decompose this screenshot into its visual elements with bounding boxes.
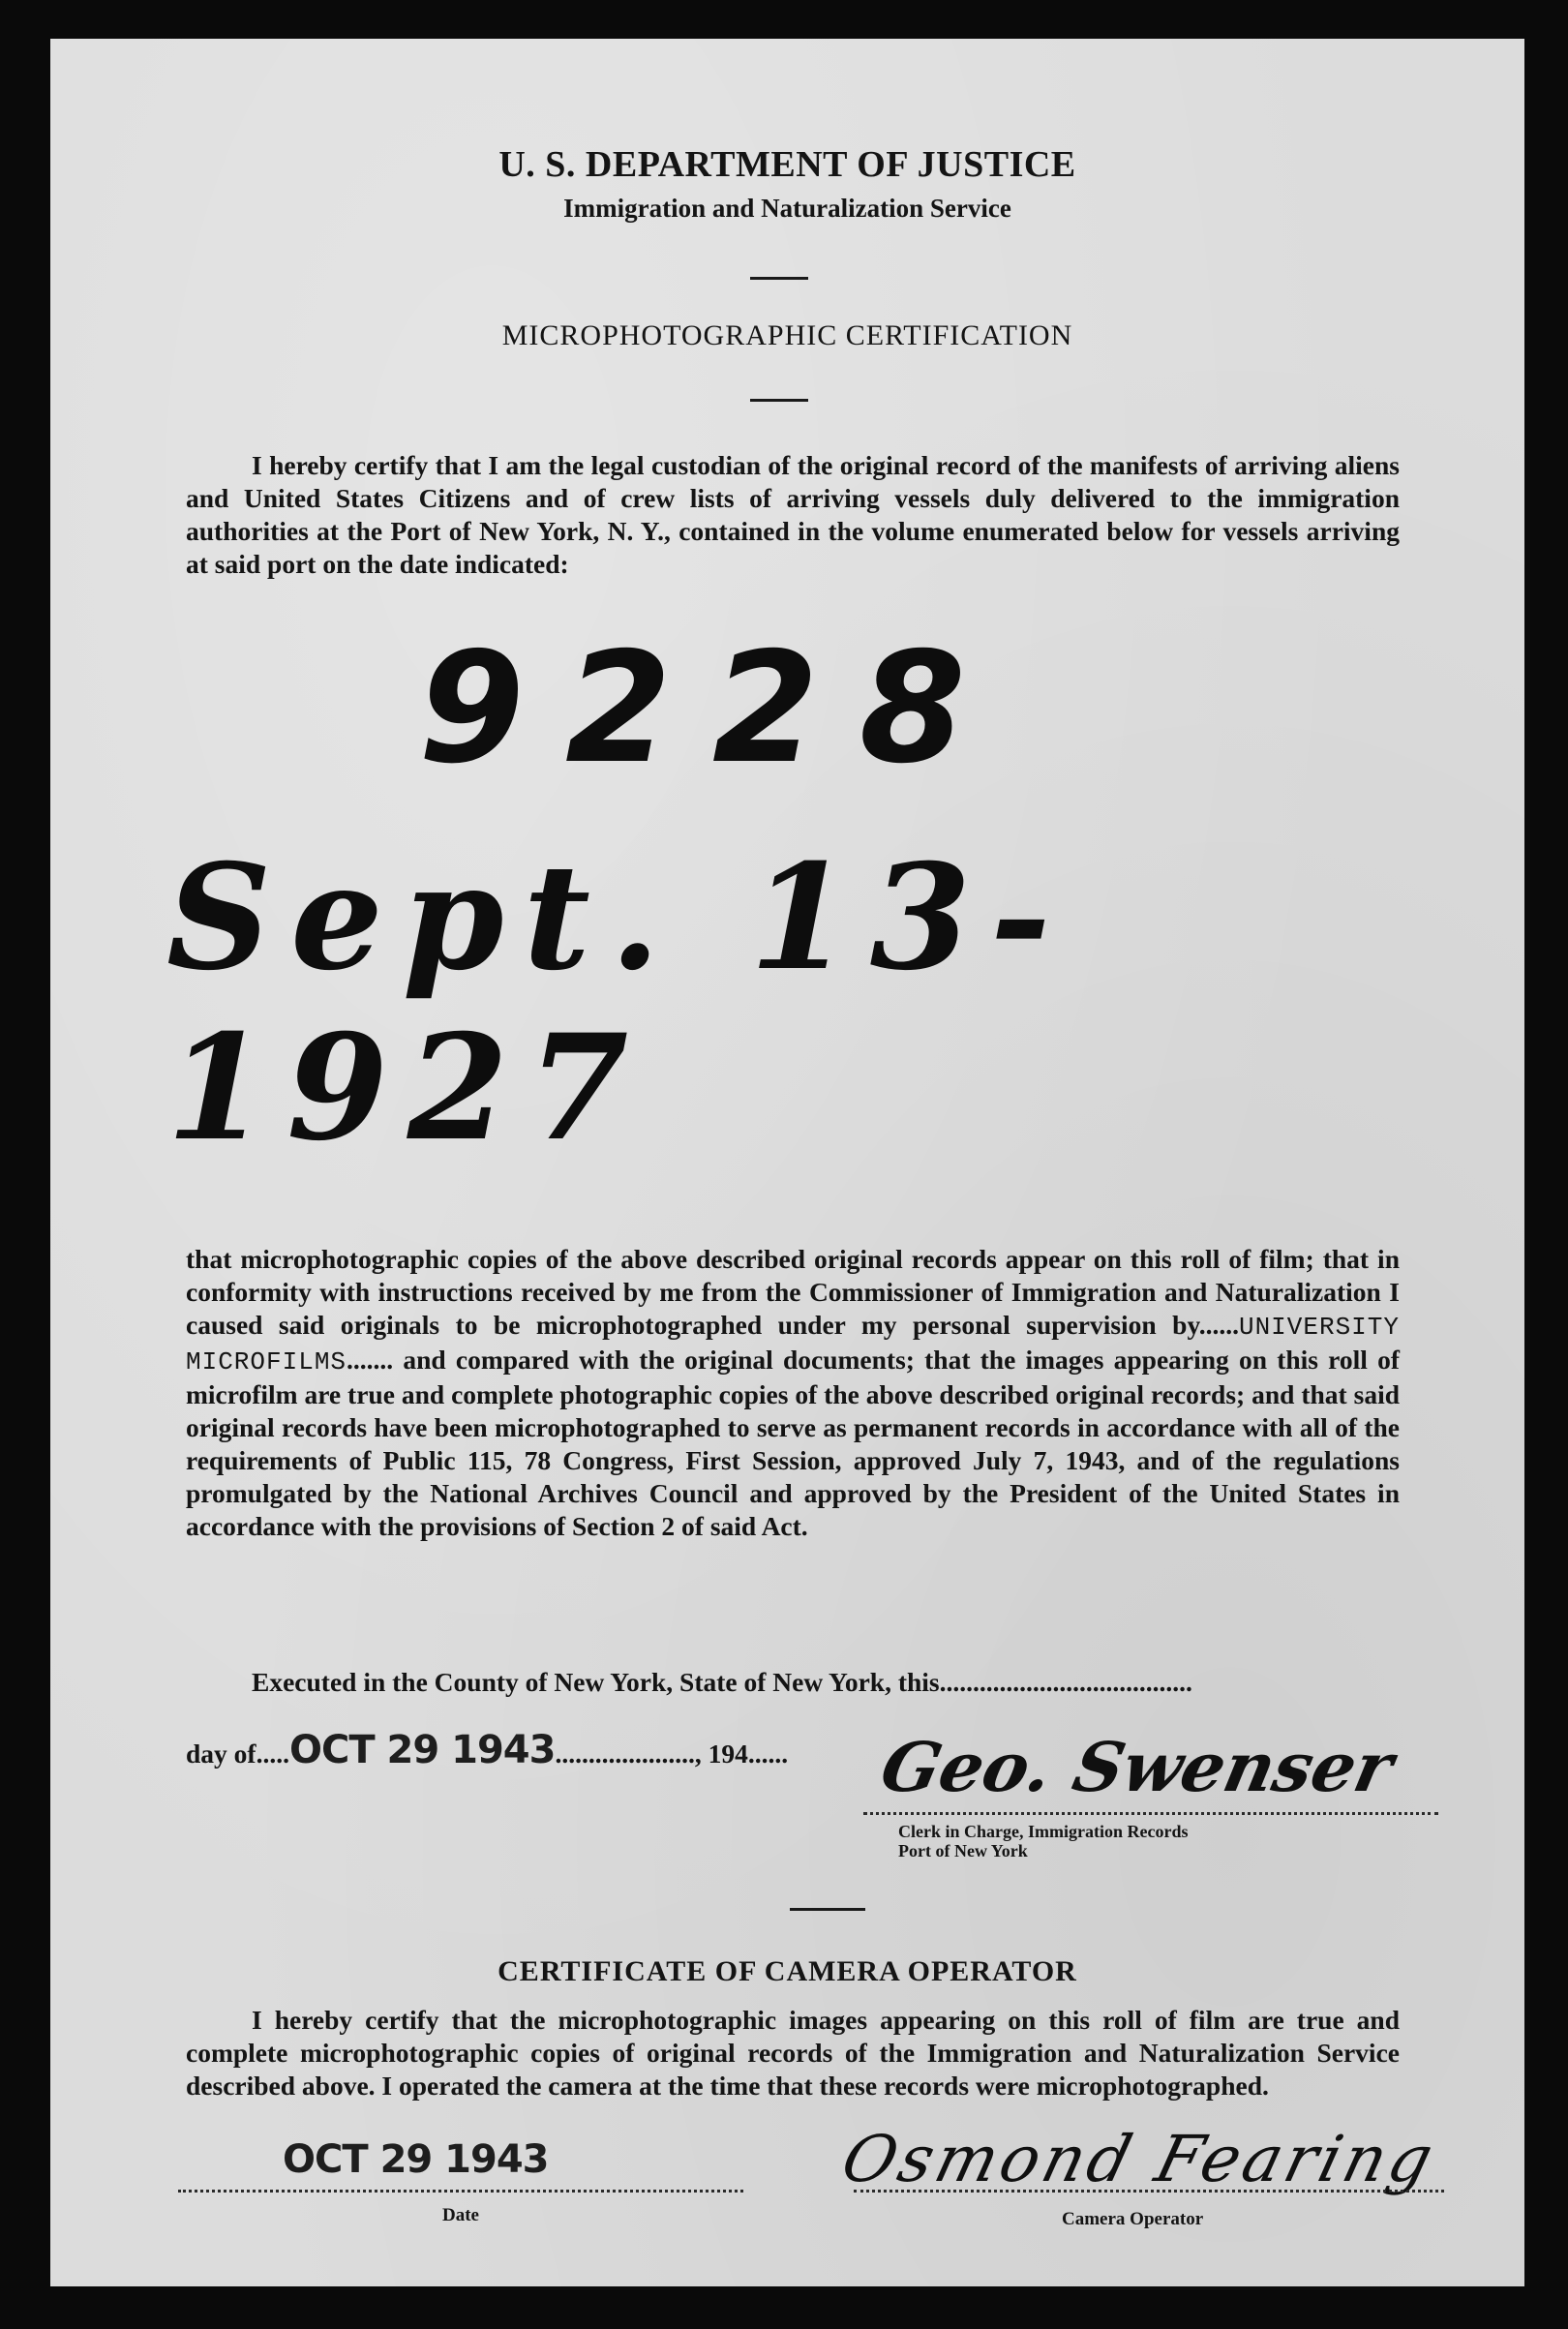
camera-certificate-paragraph: I hereby certify that the microphotographic images appearing on this roll of film are true and complete microphotographic copies of original records of the Immigration and Naturalization Service described above. I operated the camera at the time that these records were microphotographed. xyxy=(186,2005,1400,2101)
day-of-label: day of xyxy=(186,1739,256,1769)
certificate-sheet xyxy=(50,39,1524,2286)
divider xyxy=(790,1908,865,1911)
year-label: , 194 xyxy=(694,1739,748,1769)
certification-body-paragraph xyxy=(186,1243,1400,1543)
signature-line xyxy=(863,1812,1438,1815)
day-of-line xyxy=(186,1728,788,1772)
dotted-leader: ....... xyxy=(347,1345,394,1375)
date-label: Date xyxy=(442,2205,479,2225)
date-line xyxy=(178,2190,743,2193)
dotted-leader: ..... xyxy=(256,1739,289,1769)
dotted-leader: ...................................... xyxy=(939,1667,1192,1697)
divider xyxy=(750,277,808,280)
clerk-title-line2: Port of New York xyxy=(898,1841,1028,1860)
executed-line xyxy=(186,1667,1400,1698)
handwritten-arrival-date: Sept. 13-1927 xyxy=(166,832,1070,1173)
microfilm-company-fill: UNIVERSITY MICROFILMS xyxy=(186,1313,1400,1376)
date-stamp: OCT 29 1943 xyxy=(288,1728,556,1772)
camera-operator-signature: Osmond Fearing xyxy=(834,2122,1444,2196)
camera-date-stamp: OCT 29 1943 xyxy=(283,2137,549,2182)
body-text-after: and compared with the original documents; that the images appearing on this roll of microfilm are true and complete photographic copies of the above described original records; and that said original records have been microphotographed to serve as permanent records in accordance with all of the requirements of Public 115, 78 Congress, First Session, approved July 7, 1943, and of the regulations promulgated by the National Archives Council and approved by the President of the United States in accordance with the provisions of Section 2 of said Act. xyxy=(186,1345,1400,1541)
dotted-leader: ..................... xyxy=(555,1739,695,1769)
executed-text: Executed in the County of New York, State of New York, this xyxy=(252,1667,940,1697)
intro-paragraph: I hereby certify that I am the legal custodian of the original record of the manifests of arriving aliens and United States Citizens and of crew lists of arriving vessels duly delivered to the immigration authorities at the Port of New York, N. Y., contained in the volume enumerated below for vessels arriving at said port on the date indicated: xyxy=(186,450,1400,579)
camera-operator-label: Camera Operator xyxy=(1062,2209,1204,2229)
dotted-leader: ...... xyxy=(1198,1310,1239,1340)
clerk-title-line1: Clerk in Charge, Immigration Records xyxy=(898,1822,1189,1841)
clerk-signature: Geo. Swenser xyxy=(874,1727,1401,1807)
handwritten-volume-number: 9228 xyxy=(418,620,1007,798)
camera-certificate-title: CERTIFICATE OF CAMERA OPERATOR xyxy=(498,1955,1077,1987)
divider xyxy=(750,399,808,402)
certification-title: MICROPHOTOGRAPHIC CERTIFICATION xyxy=(501,319,1073,351)
body-text-before: that microphotographic copies of the above described original records appear on this roll of film; that in conformity with instructions received by me from the Commissioner of Immigration and Naturalization I caused said originals to be microphotographed under my personal supervision by xyxy=(186,1244,1400,1340)
operator-signature-line xyxy=(854,2190,1444,2193)
department-title: U. S. DEPARTMENT OF JUSTICE xyxy=(498,144,1076,185)
service-subtitle: Immigration and Naturalization Service xyxy=(563,194,1011,223)
dotted-leader: ...... xyxy=(747,1739,789,1769)
